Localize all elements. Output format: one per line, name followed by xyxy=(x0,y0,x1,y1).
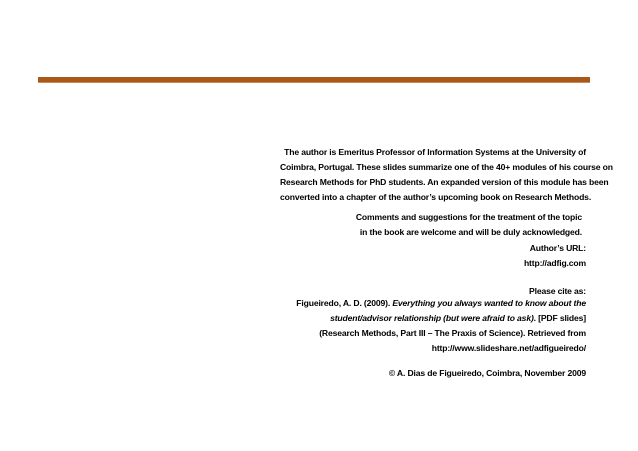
citation-title-part-1: Everything you always wanted to know about the xyxy=(392,298,586,308)
citation-format: . [PDF slides] xyxy=(533,313,586,323)
citation-line-3: (Research Methods, Part III – The Praxis of Science). Retrieved from xyxy=(319,328,586,338)
author-url-label: Author’s URL: xyxy=(529,243,586,253)
citation-link[interactable]: http://www.slideshare.net/adfigueiredo/ xyxy=(431,343,586,353)
citation-title-part-2: student/advisor relationship (but were afraid to ask) xyxy=(330,313,534,323)
citation xyxy=(280,296,586,356)
author-url-link[interactable]: http://adfig.com xyxy=(523,258,586,268)
copyright-notice: © A. Dias de Figueiredo, Coimbra, November 2009 xyxy=(388,368,586,378)
top-divider-rule xyxy=(38,77,590,82)
comments-line: Comments and suggestions for the treatment of the topic xyxy=(355,212,582,222)
citation-authors: Figueiredo, A. D. (2009). xyxy=(296,298,393,308)
comments-note xyxy=(280,210,586,240)
author-bio-line: Coimbra, Portugal. These slides summarize one of the 40+ modules of his course on xyxy=(280,162,613,172)
author-url-block xyxy=(280,241,586,271)
cite-label: Please cite as: xyxy=(529,286,586,296)
comments-line: in the book are welcome and will be duly acknowledged. xyxy=(359,227,582,237)
author-bio-line: converted into a chapter of the author’s upcoming book on Research Methods. xyxy=(280,192,592,202)
author-bio-line: The author is Emeritus Professor of Information Systems at the University of xyxy=(284,147,586,157)
author-bio xyxy=(280,145,613,205)
citation-line-1 xyxy=(280,296,586,311)
author-bio-line: Research Methods for PhD students. An expanded version of this module has been xyxy=(280,177,609,187)
citation-line-2 xyxy=(280,311,586,326)
